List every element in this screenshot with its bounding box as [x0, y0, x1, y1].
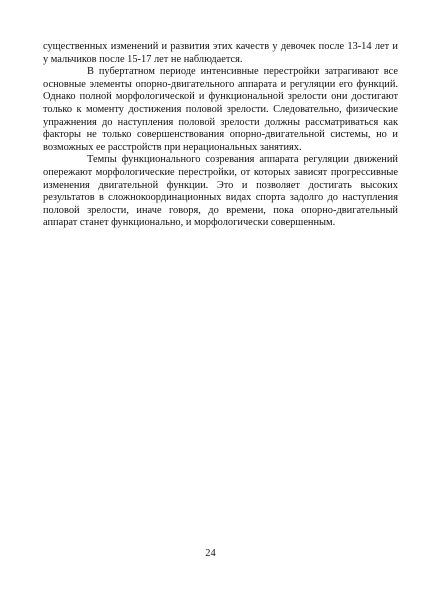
page-number: 24	[205, 548, 216, 559]
paragraph-motor-regulation: Темпы функционального созревания аппарата регуляции движений опережают морфологические перестройки, от которых зависят прогрессивные изменения двигательной функции. Это и позволяет достигать высоких результатов в сложнокоординационных видах спорта задолго до наступления половой зрелости, иначе говоря, до времени, пока опорно-двигательный аппарат станет функционально, и морфологически совершенным.	[43, 154, 398, 229]
paragraph-continuation: существенных изменений и развития этих качеств у девочек после 13-14 лет и у мальчиков после 15-17 лет не наблюдается.	[43, 41, 398, 65]
body-text	[43, 41, 398, 230]
paragraph-puberty: В пубертатном периоде интенсивные перестройки затрагивают все основные элементы опорно-двигательного аппарата и регуляции его функций. Однако полной морфологической и функциональной зрелости они достигают только к моменту достижения половой зрелости. Следовательно, физические упражнения до наступления половой зрелости должны рассматриваться как факторы не только совершенствования опорно-двигательной системы, но и возможных ее расстройств при нерациональных занятиях.	[43, 66, 398, 153]
